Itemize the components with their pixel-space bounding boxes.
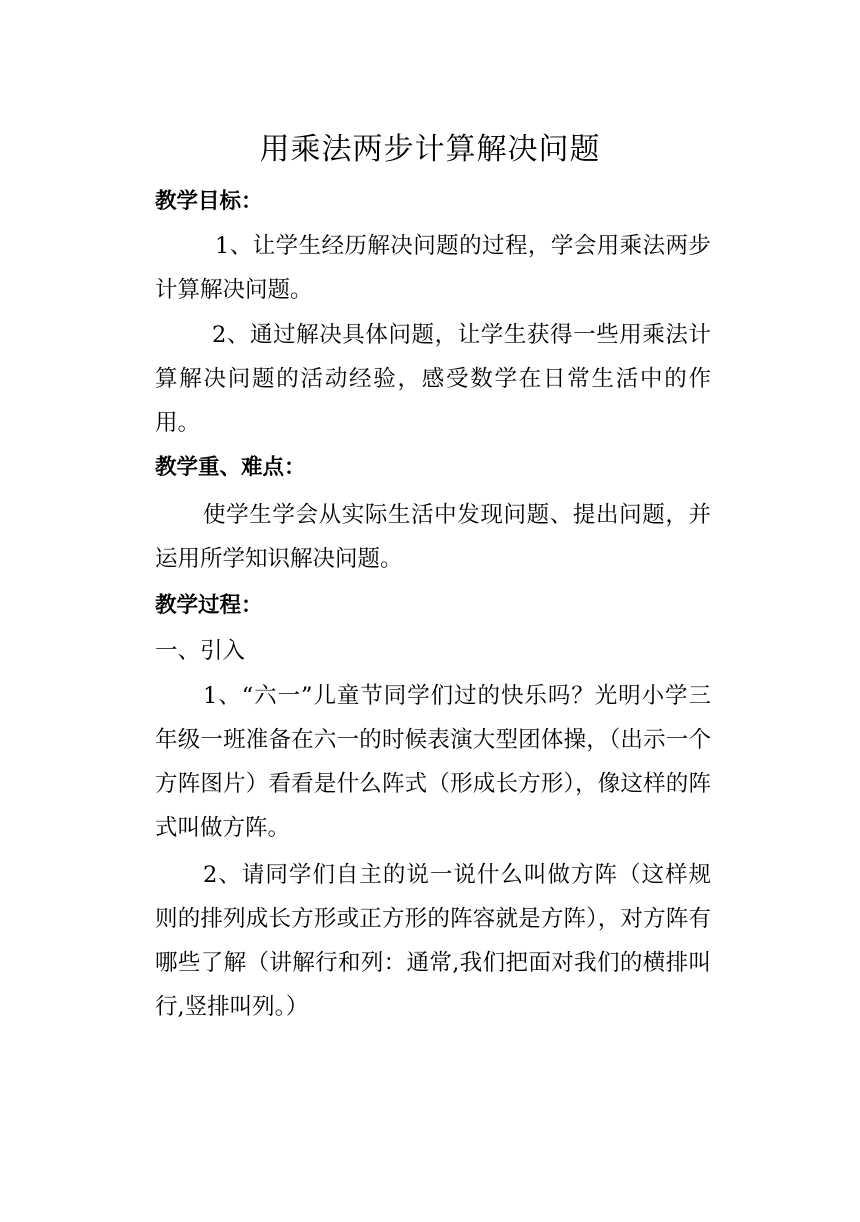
section-heading-key-points: 教学重、难点： bbox=[155, 455, 306, 480]
key-points-paragraph: 使学生学会从实际生活中发现问题、提出问题，并运用所学知识解决问题。 bbox=[155, 502, 711, 572]
section-heading-objectives: 教学目标： bbox=[155, 189, 263, 214]
process-paragraph-1: 1、“六一”儿童节同学们过的快乐吗？光明小学三年级一班准备在六一的时候表演大型团体操，（出示一个方阵图片）看看是什么阵式（形成长方形），像这样的阵式叫做方阵。 bbox=[155, 683, 711, 841]
process-paragraph-2: 2、请同学们自主的说一说什么叫做方阵（这样规则的排列成长方形或正方形的阵容就是方阵），对方阵有哪些了解（讲解行和列：通常,我们把面对我们的横排叫行,竖排叫列。） bbox=[155, 862, 711, 1020]
section-heading-process: 教学过程： bbox=[155, 593, 263, 618]
objective-paragraph-2: 2、通过解决具体问题，让学生获得一些用乘法计算解决问题的活动经验，感受数学在日常生活中的作用。 bbox=[155, 322, 711, 436]
objective-paragraph-1: 1、让学生经历解决问题的过程，学会用乘法两步计算解决问题。 bbox=[155, 233, 711, 303]
process-subheading-intro: 一、引入 bbox=[155, 638, 246, 664]
document-title: 用乘法两步计算解决问题 bbox=[259, 132, 601, 167]
document-body bbox=[155, 180, 711, 1029]
